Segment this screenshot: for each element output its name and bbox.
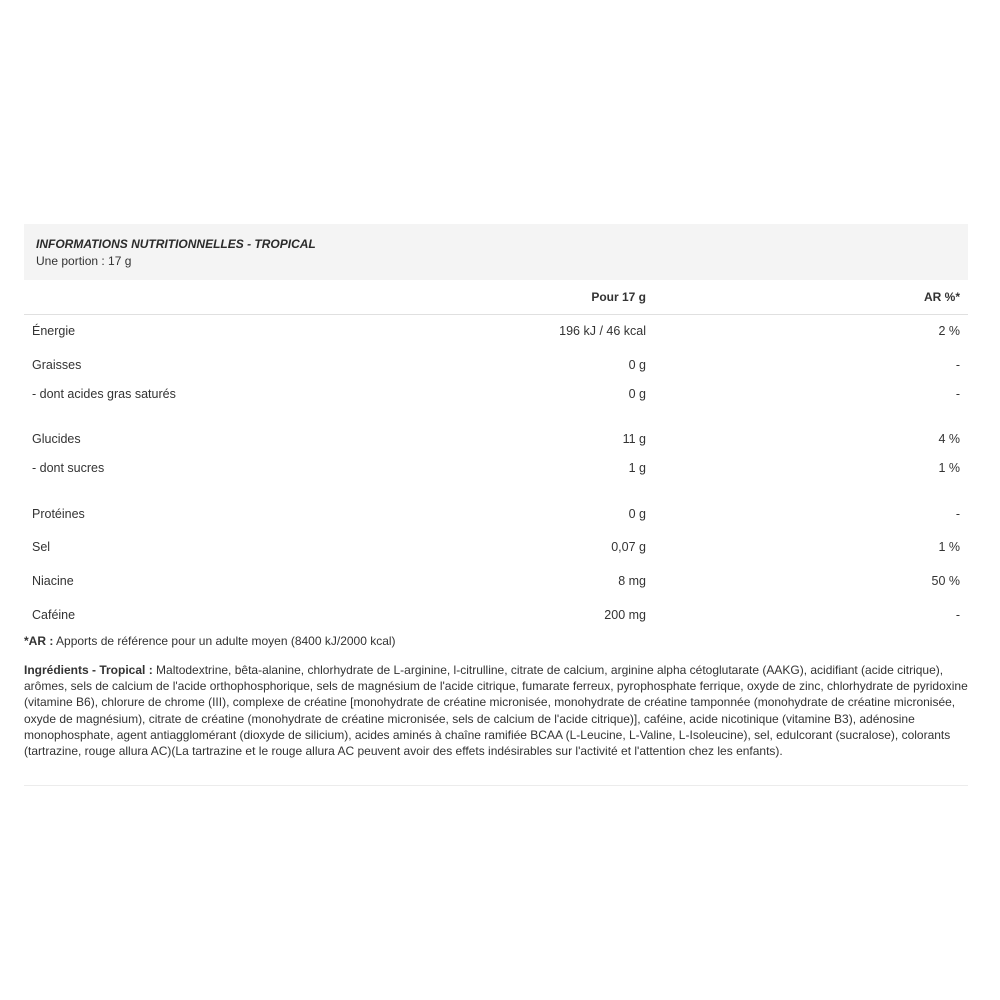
nutrient-value: 200 mg — [604, 608, 646, 622]
nutrient-label: - dont acides gras saturés — [32, 387, 176, 401]
table-row — [24, 430, 968, 450]
table-row — [24, 322, 968, 342]
nutrient-label: Graisses — [32, 358, 82, 372]
nutrient-value: 1 g — [628, 461, 646, 475]
nutrient-value: 0 g — [628, 507, 646, 521]
nutrient-ar: 1 % — [938, 461, 960, 475]
footnote-text: Apports de référence pour un adulte moyen (8400 kJ/2000 kcal) — [53, 634, 396, 648]
nutrient-value: 0 g — [628, 358, 646, 372]
nutrition-panel — [24, 224, 968, 759]
nutrient-label: Protéines — [32, 507, 85, 521]
column-header-per-portion: Pour 17 g — [591, 290, 646, 304]
table-row — [24, 606, 968, 626]
portion-size: Une portion : 17 g — [36, 254, 132, 268]
nutrient-ar: 50 % — [931, 574, 960, 588]
nutrient-value: 8 mg — [618, 574, 646, 588]
nutrient-label: Niacine — [32, 574, 74, 588]
nutrient-value: 0 g — [628, 387, 646, 401]
table-header — [24, 280, 968, 315]
ingredients-text — [24, 662, 968, 759]
nutrient-ar: 1 % — [938, 540, 960, 554]
nutrient-ar: - — [955, 358, 960, 372]
divider — [24, 785, 968, 786]
table-row — [24, 572, 968, 592]
nutrient-label: Énergie — [32, 324, 76, 338]
nutrient-ar: 2 % — [938, 324, 960, 338]
table-row — [24, 385, 968, 405]
nutrient-value: 0,07 g — [611, 540, 646, 554]
nutrient-ar: 4 % — [938, 432, 960, 446]
ar-footnote — [24, 634, 396, 648]
nutrient-label: Glucides — [32, 432, 81, 446]
nutrient-value: 11 g — [622, 432, 646, 446]
table-row — [24, 459, 968, 479]
nutrient-label: Caféine — [32, 608, 76, 622]
nutrient-ar: - — [955, 608, 960, 622]
table-row — [24, 505, 968, 525]
nutrient-ar: - — [955, 507, 960, 521]
nutrient-value: 196 kJ / 46 kcal — [559, 324, 646, 338]
ingredients-list: Maltodextrine, bêta-alanine, chlorhydrate de L-arginine, l-citrulline, citrate de calcium, arginine alpha cétoglutarate (AAKG), acidifiant (acide citrique), arômes, sels de calcium de l'acide orthophosphorique, sels de magnésium de l'acide citrique, fumarate ferreux, pyrophosphate ferrique, oxyde de zinc, chlorhydrate de pyridoxine (vitamine B6), chlorure de chrome (III), complexe de créatine [monohydrate de créatine micronisée, monohydrate de créatine tamponnée (monohydrate de créatine micronisée, oxyde de magnésium), citrate de créatine (monohydrate de créatine micronisée, sels de calcium de l'acide citrique)], caféine, acide nicotinique (vitamine B3), adénosine monophosphate, agent antiagglomérant (dioxyde de silicium), acides aminés à chaîne ramifiée BCAA (L-Leucine, L-Valine, L-Isoleucine), sel, edulcorant (sucralose), colorants (tartrazine, rouge allura AC)(La tartrazine et le rouge allura AC peuvent avoir des effets indésirables sur l'activité et l'attention chez les enfants). — [24, 663, 968, 759]
table-row — [24, 538, 968, 558]
nutrient-label: - dont sucres — [32, 461, 105, 475]
nutrition-header — [24, 224, 968, 280]
nutrition-title: INFORMATIONS NUTRITIONNELLES - TROPICAL — [36, 237, 316, 251]
nutrient-label: Sel — [32, 540, 51, 554]
nutrient-ar: - — [955, 387, 960, 401]
column-header-ar: AR %* — [923, 290, 960, 304]
footnote-label: *AR : — [24, 634, 54, 648]
table-row — [24, 356, 968, 376]
ingredients-label: Ingrédients - Tropical : — [24, 663, 153, 677]
